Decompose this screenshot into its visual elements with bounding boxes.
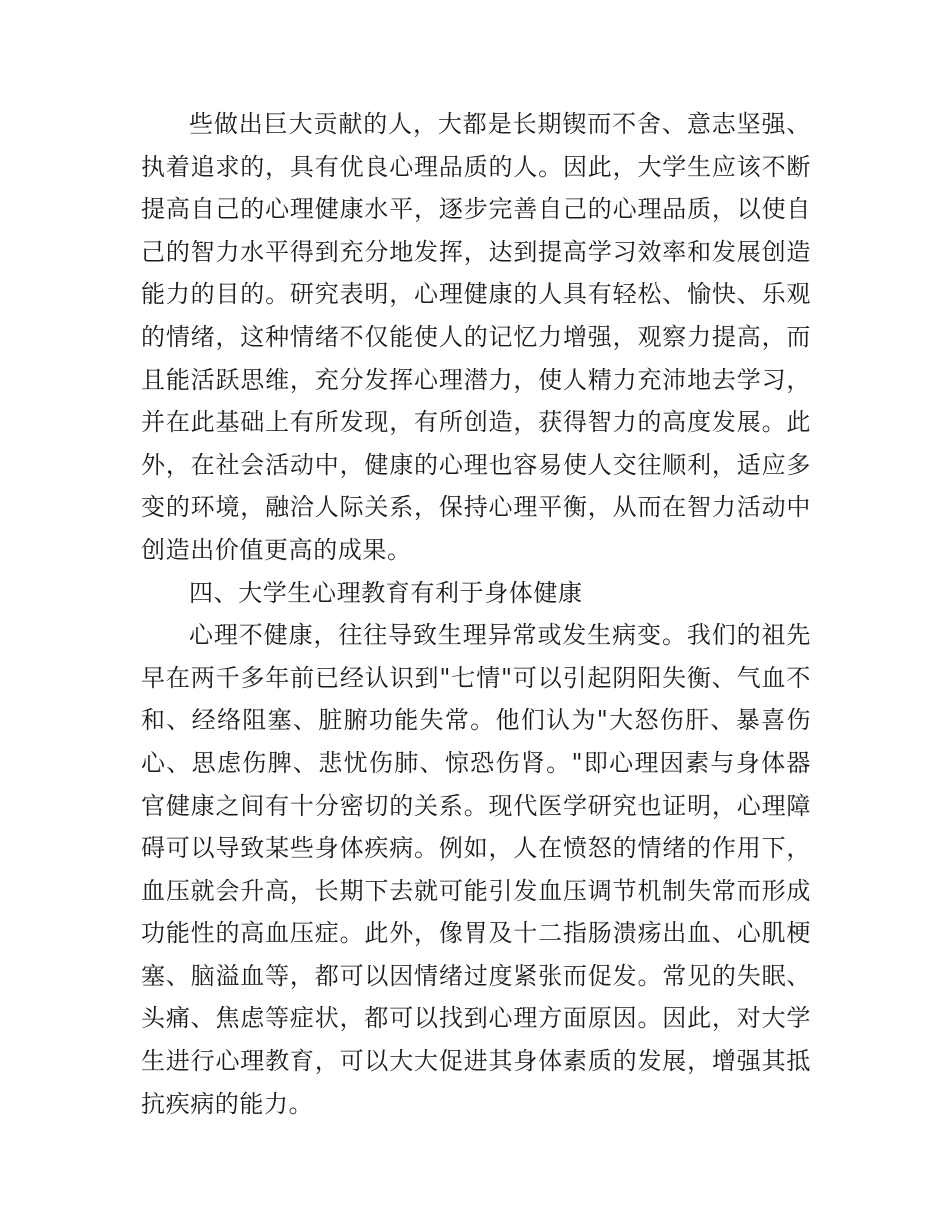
document-page [141,103,811,1125]
paragraph-intellect: 些做出巨大贡献的人，大都是长期锲而不舍、意志坚强、执着追求的，具有优良心理品质的人。因此，大学生应该不断提高自己的心理健康水平，逐步完善自己的心理品质，以使自己的智力水平得到充分地发挥，达到提高学习效率和发展创造能力的目的。研究表明，心理健康的人具有轻松、愉快、乐观的情绪，这种情绪不仅能使人的记忆力增强，观察力提高，而且能活跃思维，充分发挥心理潜力，使人精力充沛地去学习，并在此基础上有所发现，有所创造，获得智力的高度发展。此外，在社会活动中，健康的心理也容易使人交往顺利，适应多变的环境，融洽人际关系，保持心理平衡，从而在智力活动中创造出价值更高的成果。 [141,110,811,564]
paragraph-physical-health: 心理不健康，往往导致生理异常或发生病变。我们的祖先早在两千多年前已经认识到"七情"可以引起阴阳失衡、气血不和、经络阻塞、脏腑功能失常。他们认为"大怒伤肝、暴喜伤心、思虑伤脾、悲忧伤肺、惊恐伤肾。"即心理因素与身体器官健康之间有十分密切的关系。现代医学研究也证明，心理障碍可以导致某些身体疾病。例如，人在愤怒的情绪的作用下，血压就会升高，长期下去就可能引发血压调节机制失常而形成功能性的高血压症。此外，像胃及十二指肠溃疡出血、心肌梗塞、脑溢血等，都可以因情绪过度紧张而促发。常见的失眠、头痛、焦虑等症状，都可以找到心理方面原因。因此，对大学生进行心理教育，可以大大促进其身体素质的发展，增强其抵抗疾病的能力。 [141,621,811,1118]
section-heading-physical-health: 四、大学生心理教育有利于身体健康 [189,578,583,607]
